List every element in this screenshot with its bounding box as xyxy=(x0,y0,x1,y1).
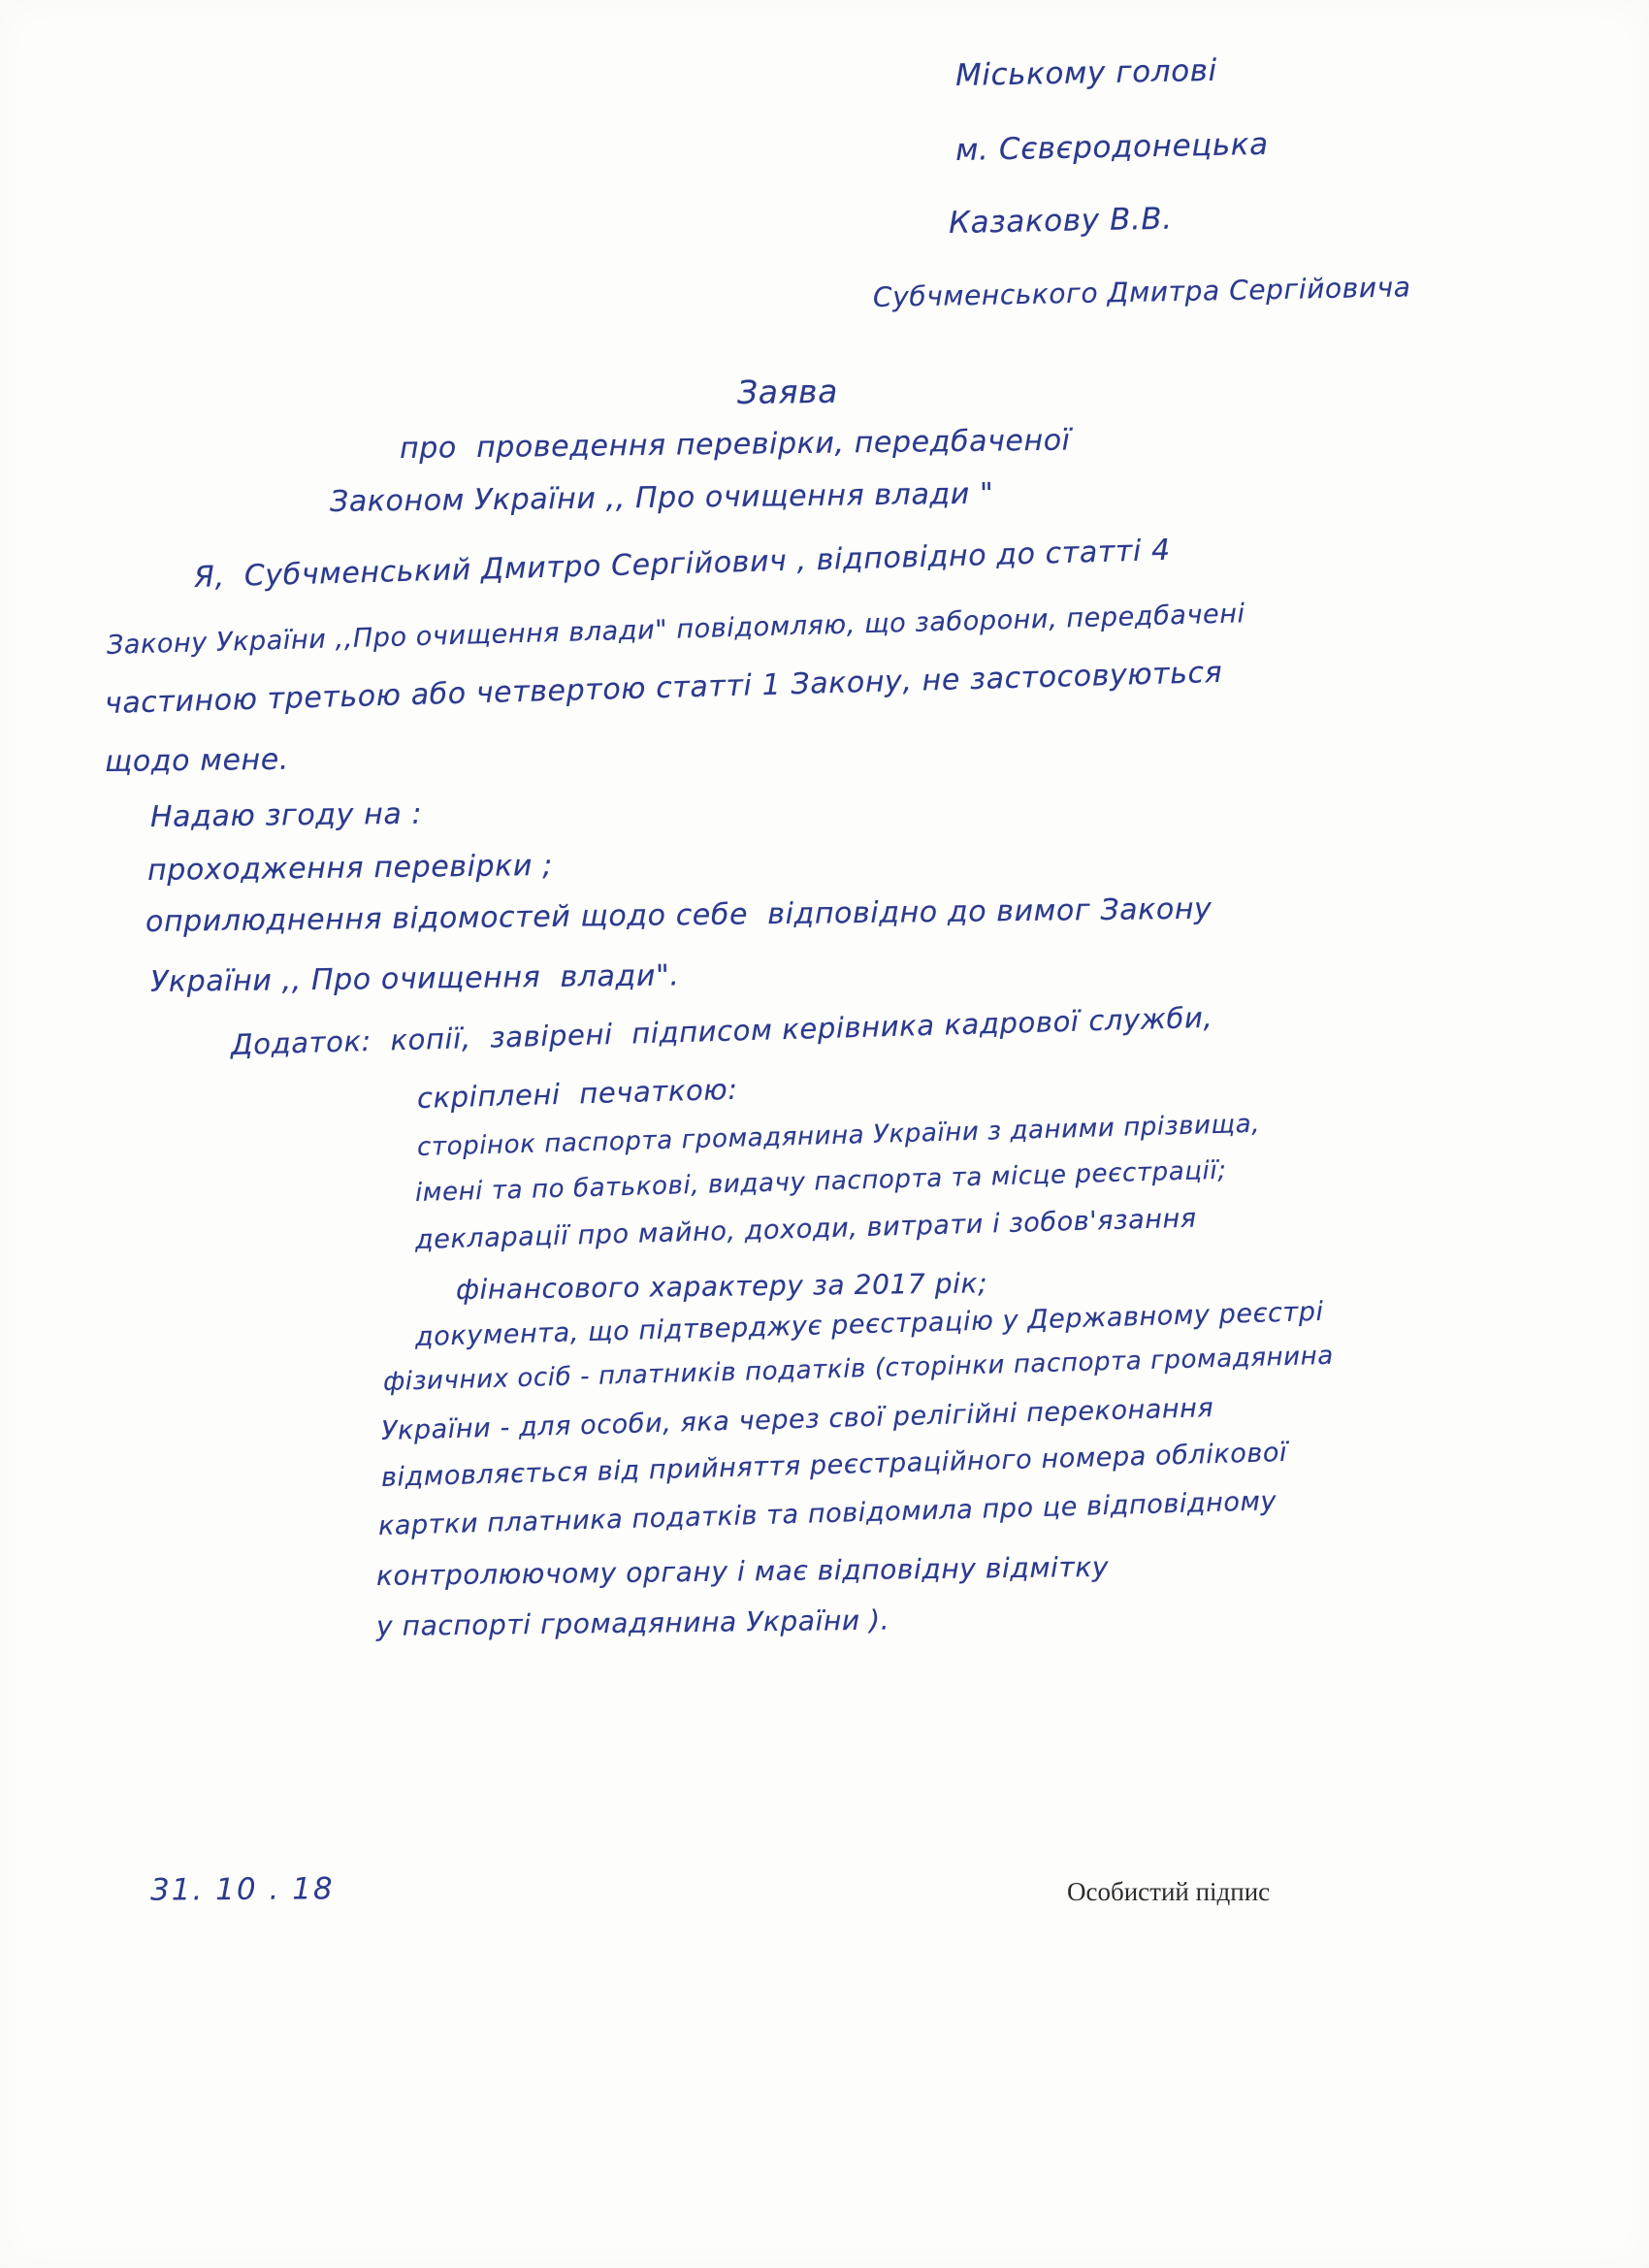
attachment-item-3: декларації про майно, доходи, витрати і зобов'язання xyxy=(414,1203,1198,1255)
attachment-item-2: імені та по батькові, видачу паспорта та місце реєстрації; xyxy=(414,1155,1227,1208)
body-line-3: частиною третьою або четвертою статті 1 Закону, не застосовуються xyxy=(104,655,1223,721)
attachment-item-1: сторінок паспорта громадянина України з даними прізвища, xyxy=(416,1109,1261,1162)
attachment-item-11: у паспорті громадянина України ). xyxy=(375,1604,890,1642)
document-subject-line-2: Законом України ,, Про очищення влади " xyxy=(329,476,994,519)
signature-label: Особистий підпис xyxy=(1067,1877,1271,1906)
body-line-6: проходження перевірки ; xyxy=(146,848,554,888)
body-line-4: щодо мене. xyxy=(104,742,290,779)
body-line-8: України ,, Про очищення влади". xyxy=(149,958,680,999)
document-subject-line-1: про проведення перевірки, передбаченої xyxy=(399,423,1071,466)
attachment-item-4: фінансового характеру за 2017 рік; xyxy=(455,1267,988,1306)
addressee-line-2: м. Сєвєродонецька xyxy=(954,126,1270,168)
attachment-item-7: України - для особи, яка через свої релігійні переконання xyxy=(380,1393,1214,1446)
addressee-line-3: Казакову В.В. xyxy=(948,201,1174,241)
body-line-5: Надаю згоду на : xyxy=(149,796,423,834)
attachments-intro-line-1: Додаток: копії, завірені підписом керівника кадрової служби, xyxy=(230,1000,1213,1061)
addressee-line-1: Міському голові xyxy=(954,52,1218,93)
attachment-item-8: відмовляється від прийняття реєстраційного номера облікової xyxy=(380,1437,1288,1493)
body-line-7: оприлюднення відомостей щодо себе відповідно до вимог Закону xyxy=(145,891,1212,939)
attachment-item-9: картки платника податків та повідомила про це відповідному xyxy=(377,1486,1277,1541)
attachments-intro-line-2: скріплені печаткою: xyxy=(416,1072,739,1115)
attachment-item-6: фізичних осіб - платників податків (сторінки паспорта громадянина xyxy=(382,1341,1335,1397)
document-date: 31. 10 . 18 xyxy=(149,1871,335,1908)
attachment-item-5: документа, що підтверджує реєстрацію у Державному реєстрі xyxy=(414,1296,1325,1352)
body-line-1: Я, Субчменський Дмитро Сергійович , відповідно до статті 4 xyxy=(193,533,1172,595)
attachment-item-10: контролюючому органу і має відповідну відмітку xyxy=(375,1550,1110,1592)
addressee-line-4: Субчменського Дмитра Сергійовича xyxy=(872,271,1411,313)
document-heading: Заява xyxy=(736,372,839,411)
body-line-2: Закону України ,,Про очищення влади" повідомляю, що заборони, передбачені xyxy=(106,599,1245,661)
